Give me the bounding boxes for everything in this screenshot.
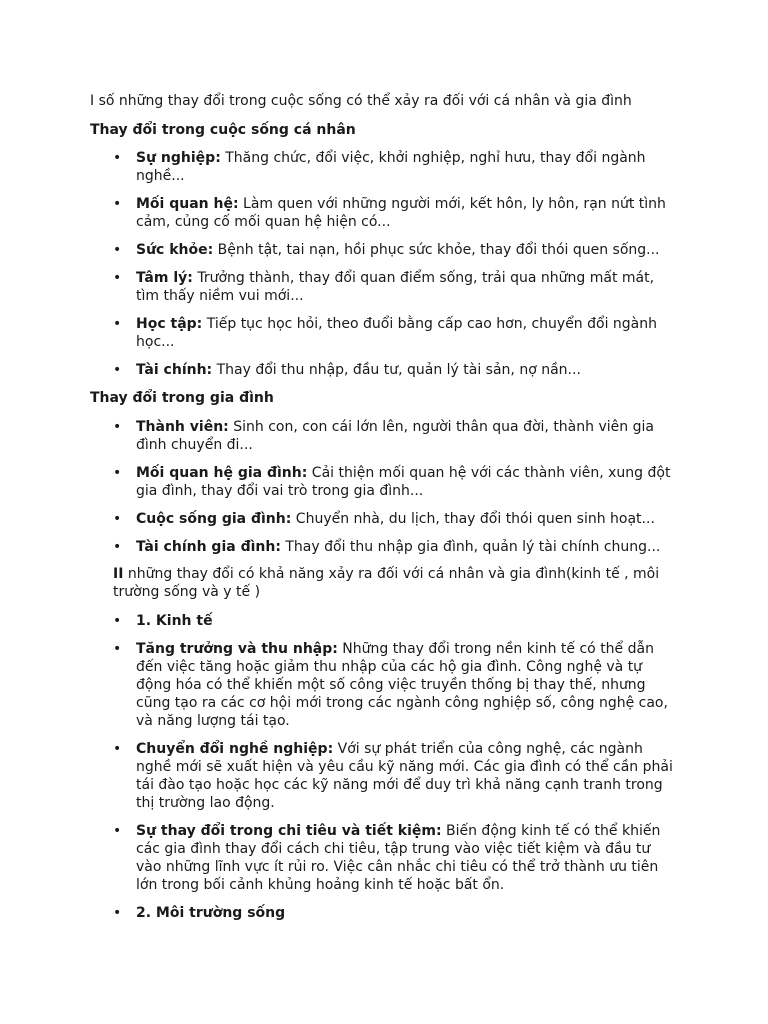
bullet-icon: •: [113, 270, 122, 286]
item-text: Những thay đổi trong nền kinh tế có thể dẫn đến việc tăng hoặc giảm thu nhập của các hộ gia đình. Công nghệ và tự động hóa có thể khiến một số công việc truyền thống bị thay thế, nhưng cũng tạo ra các cơ hội mới trong các ngành công nghiệp số, công nghệ cao, và năng lượng tái tạo.: [136, 641, 668, 729]
list-item: [0, 269, 768, 305]
item-term: Tăng trưởng và thu nhập:: [136, 641, 338, 657]
impact-list: [0, 612, 768, 922]
item-text: Với sự phát triển của công nghệ, các ngành nghề mới sẽ xuất hiện và yêu cầu kỹ năng mới. Các gia đình có thể cần phải tái đào tạo hoặc học các kỹ năng mới để duy trì khả năng cạnh tranh trong thị trường lao động.: [136, 741, 673, 811]
item-term: 1. Kinh tế: [136, 613, 213, 629]
bullet-icon: •: [113, 419, 122, 435]
item-text: Biến động kinh tế có thể khiến các gia đình thay đổi cách chi tiêu, tập trung vào việc tiết kiệm và đầu tư vào những lĩnh vực ít rủi ro. Việc cân nhắc chi tiêu có thể trở thành ưu tiên lớn trong bối cảnh khủng hoảng kinh tế hoặc bất ổn.: [136, 823, 661, 893]
list-item: [0, 538, 768, 556]
family-changes-list: [0, 418, 768, 556]
item-term: Sự nghiệp:: [136, 150, 221, 166]
item-text: Tiếp tục học hỏi, theo đuổi bằng cấp cao hơn, chuyển đổi ngành học...: [136, 316, 658, 350]
list-item: [0, 612, 768, 630]
item-term: Tài chính gia đình:: [136, 539, 281, 555]
item-term: Sự thay đổi trong chi tiêu và tiết kiệm:: [136, 823, 442, 839]
item-term: Sức khỏe:: [136, 242, 214, 258]
item-term: Thành viên:: [136, 419, 229, 435]
item-term: Cuộc sống gia đình:: [136, 511, 292, 527]
bullet-icon: •: [113, 613, 122, 629]
bullet-icon: •: [113, 905, 122, 921]
list-item: [0, 195, 768, 231]
item-text: Bệnh tật, tai nạn, hồi phục sức khỏe, thay đổi thói quen sống...: [213, 242, 660, 258]
bullet-icon: •: [113, 641, 122, 657]
list-item: [0, 315, 768, 351]
part-two-text: những thay đổi có khả năng xảy ra đối với cá nhân và gia đình(kinh tế , môi trường sống và y tế ): [113, 566, 660, 600]
bullet-icon: •: [113, 242, 122, 258]
bullet-icon: •: [113, 741, 122, 757]
part-two-heading: [113, 565, 683, 601]
item-term: 2. Môi trường sống: [136, 905, 286, 921]
list-item: [0, 640, 768, 730]
list-item: [0, 418, 768, 454]
item-term: Học tập:: [136, 316, 203, 332]
item-text: Thay đổi thu nhập, đầu tư, quản lý tài sản, nợ nần...: [212, 362, 581, 378]
item-text: Trưởng thành, thay đổi quan điểm sống, trải qua những mất mát, tìm thấy niềm vui mới...: [136, 270, 655, 304]
bullet-icon: •: [113, 150, 122, 166]
list-item: [0, 361, 768, 379]
part-two-lead: II: [113, 566, 124, 582]
item-text: Làm quen với những người mới, kết hôn, ly hôn, rạn nứt tình cảm, củng cố mối quan hệ hiện có...: [136, 196, 666, 230]
list-item: [0, 904, 768, 922]
item-text: Sinh con, con cái lớn lên, người thân qua đời, thành viên gia đình chuyển đi...: [136, 419, 654, 453]
item-text: Chuyển nhà, du lịch, thay đổi thói quen sinh hoạt...: [291, 511, 655, 527]
bullet-icon: •: [113, 511, 122, 527]
list-item: [0, 822, 768, 894]
list-item: [0, 740, 768, 812]
item-text: Thay đổi thu nhập gia đình, quản lý tài chính chung...: [280, 539, 661, 555]
personal-changes-list: [0, 149, 768, 379]
item-term: Mối quan hệ:: [136, 196, 239, 212]
intro-line: I số những thay đổi trong cuộc sống có thể xảy ra đối với cá nhân và gia đình: [90, 93, 632, 109]
section-title-family: Thay đổi trong gia đình: [90, 390, 274, 406]
item-term: Chuyển đổi nghề nghiệp:: [136, 741, 334, 757]
bullet-icon: •: [113, 465, 122, 481]
item-text: Thăng chức, đổi việc, khởi nghiệp, nghỉ hưu, thay đổi ngành nghề...: [136, 150, 646, 184]
list-item: [0, 241, 768, 259]
list-item: [0, 149, 768, 185]
list-item: [0, 510, 768, 528]
section-title-personal: Thay đổi trong cuộc sống cá nhân: [90, 122, 356, 138]
list-item: [0, 464, 768, 500]
item-text: Cải thiện mối quan hệ với các thành viên, xung đột gia đình, thay đổi vai trò trong gia đình...: [136, 465, 671, 499]
bullet-icon: •: [113, 196, 122, 212]
item-term: Mối quan hệ gia đình:: [136, 465, 308, 481]
bullet-icon: •: [113, 362, 122, 378]
bullet-icon: •: [113, 539, 122, 555]
bullet-icon: •: [113, 823, 122, 839]
item-term: Tài chính:: [136, 362, 213, 378]
bullet-icon: •: [113, 316, 122, 332]
item-term: Tâm lý:: [136, 270, 193, 286]
